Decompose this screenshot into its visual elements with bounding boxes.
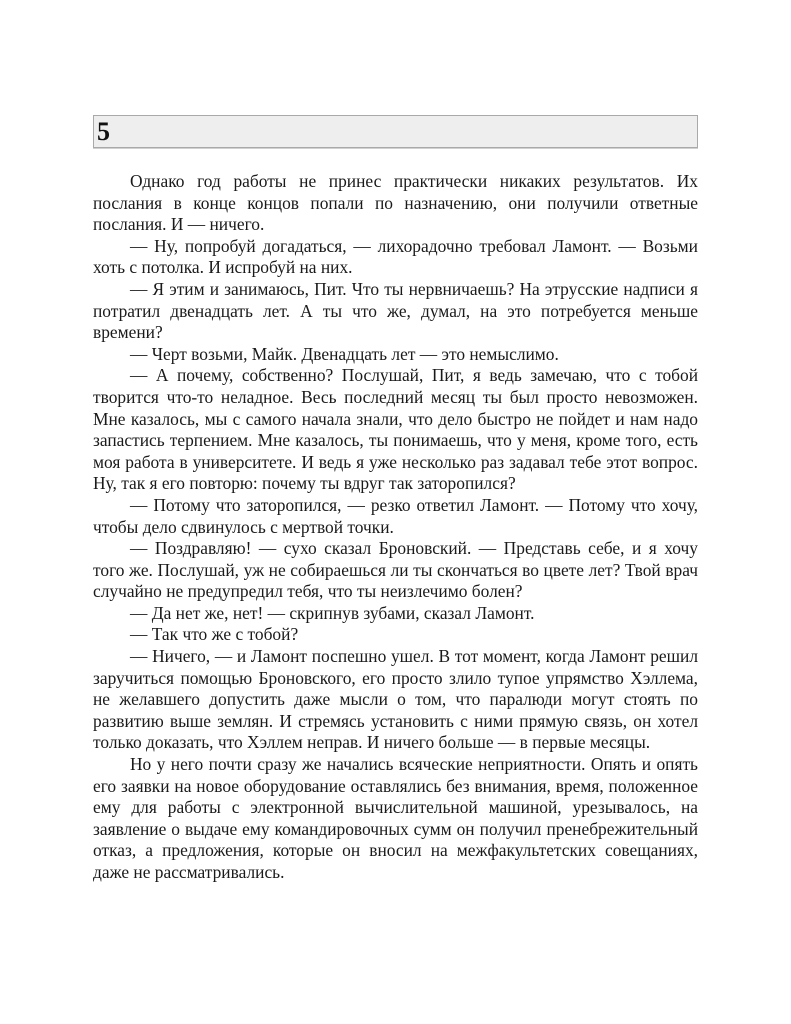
paragraph: — Поздравляю! — сухо сказал Броновский. — Представь себе, и я хочу того же. Послушай, уж не собираешься ли ты скончаться во цвете лет? Твой врач случайно не предупредил тебя, что ты неизлечимо болен? (93, 538, 698, 602)
chapter-number: 5 (97, 117, 110, 146)
paragraph: — Ничего, — и Ламонт поспешно ушел. В тот момент, когда Ламонт решил заручиться помощью Броновского, его просто злило тупое упрямство Хэллема, не желавшего допустить даже мысли о том, что паралюди могут стоять по развитию выше землян. И стремясь установить с ними прямую связь, он хотел только доказать, что Хэллем неправ. И ничего больше — в первые месяцы. (93, 646, 698, 753)
paragraph: — Черт возьми, Майк. Двенадцать лет — это немыслимо. (130, 343, 559, 364)
paragraph: — Да нет же, нет! — скрипнув зубами, сказал Ламонт. (130, 602, 535, 623)
paragraph: — Я этим и занимаюсь, Пит. Что ты нервничаешь? На этрусские надписи я потратил двенадцать лет. А ты что же, думал, на это потребуется меньше времени? (93, 278, 698, 343)
paragraph: Но у него почти сразу же начались всяческие неприятности. Опять и опять его заявки на новое оборудование оставлялись без внимания, время, положенное ему для работы с электронной вычислительной машиной, урезывалось, на заявление о выдаче ему командировочных сумм он получил пренебрежительный отказ, а предложения, которые он вносил на межфакультетских совещаниях, даже не рассматривались. (93, 754, 698, 882)
paragraph: — Потому что заторопился, — резко ответил Ламонт. — Потому что хочу, чтобы дело сдвинулось с мертвой точки. (93, 494, 698, 537)
paragraph: — Ну, попробуй догадаться, — лихорадочно требовал Ламонт. — Возьми хоть с потолка. И испробуй на них. (93, 235, 698, 278)
chapter-body (93, 171, 698, 884)
paragraph: — А почему, собственно? Послушай, Пит, я ведь замечаю, что с тобой творится что-то неладное. Весь последний месяц ты был просто невозможен. Мне казалось, мы с самого начала знали, что дело быстро не пойдет и нам надо запастись терпением. Мне казалось, ты понимаешь, что у меня, кроме того, есть моя работа в университете. И ведь я уже несколько раз задавал тебе этот вопрос. Ну, так я его повторю: почему ты вдруг так заторопился? (93, 365, 698, 494)
chapter-heading (93, 115, 698, 148)
paragraph: — Так что же с тобой? (130, 624, 299, 645)
paragraph: Однако год работы не принес практически никаких результатов. Их послания в конце концов попали по назначению, они получили ответные послания. И — ничего. (93, 171, 698, 235)
document-page (93, 115, 698, 884)
